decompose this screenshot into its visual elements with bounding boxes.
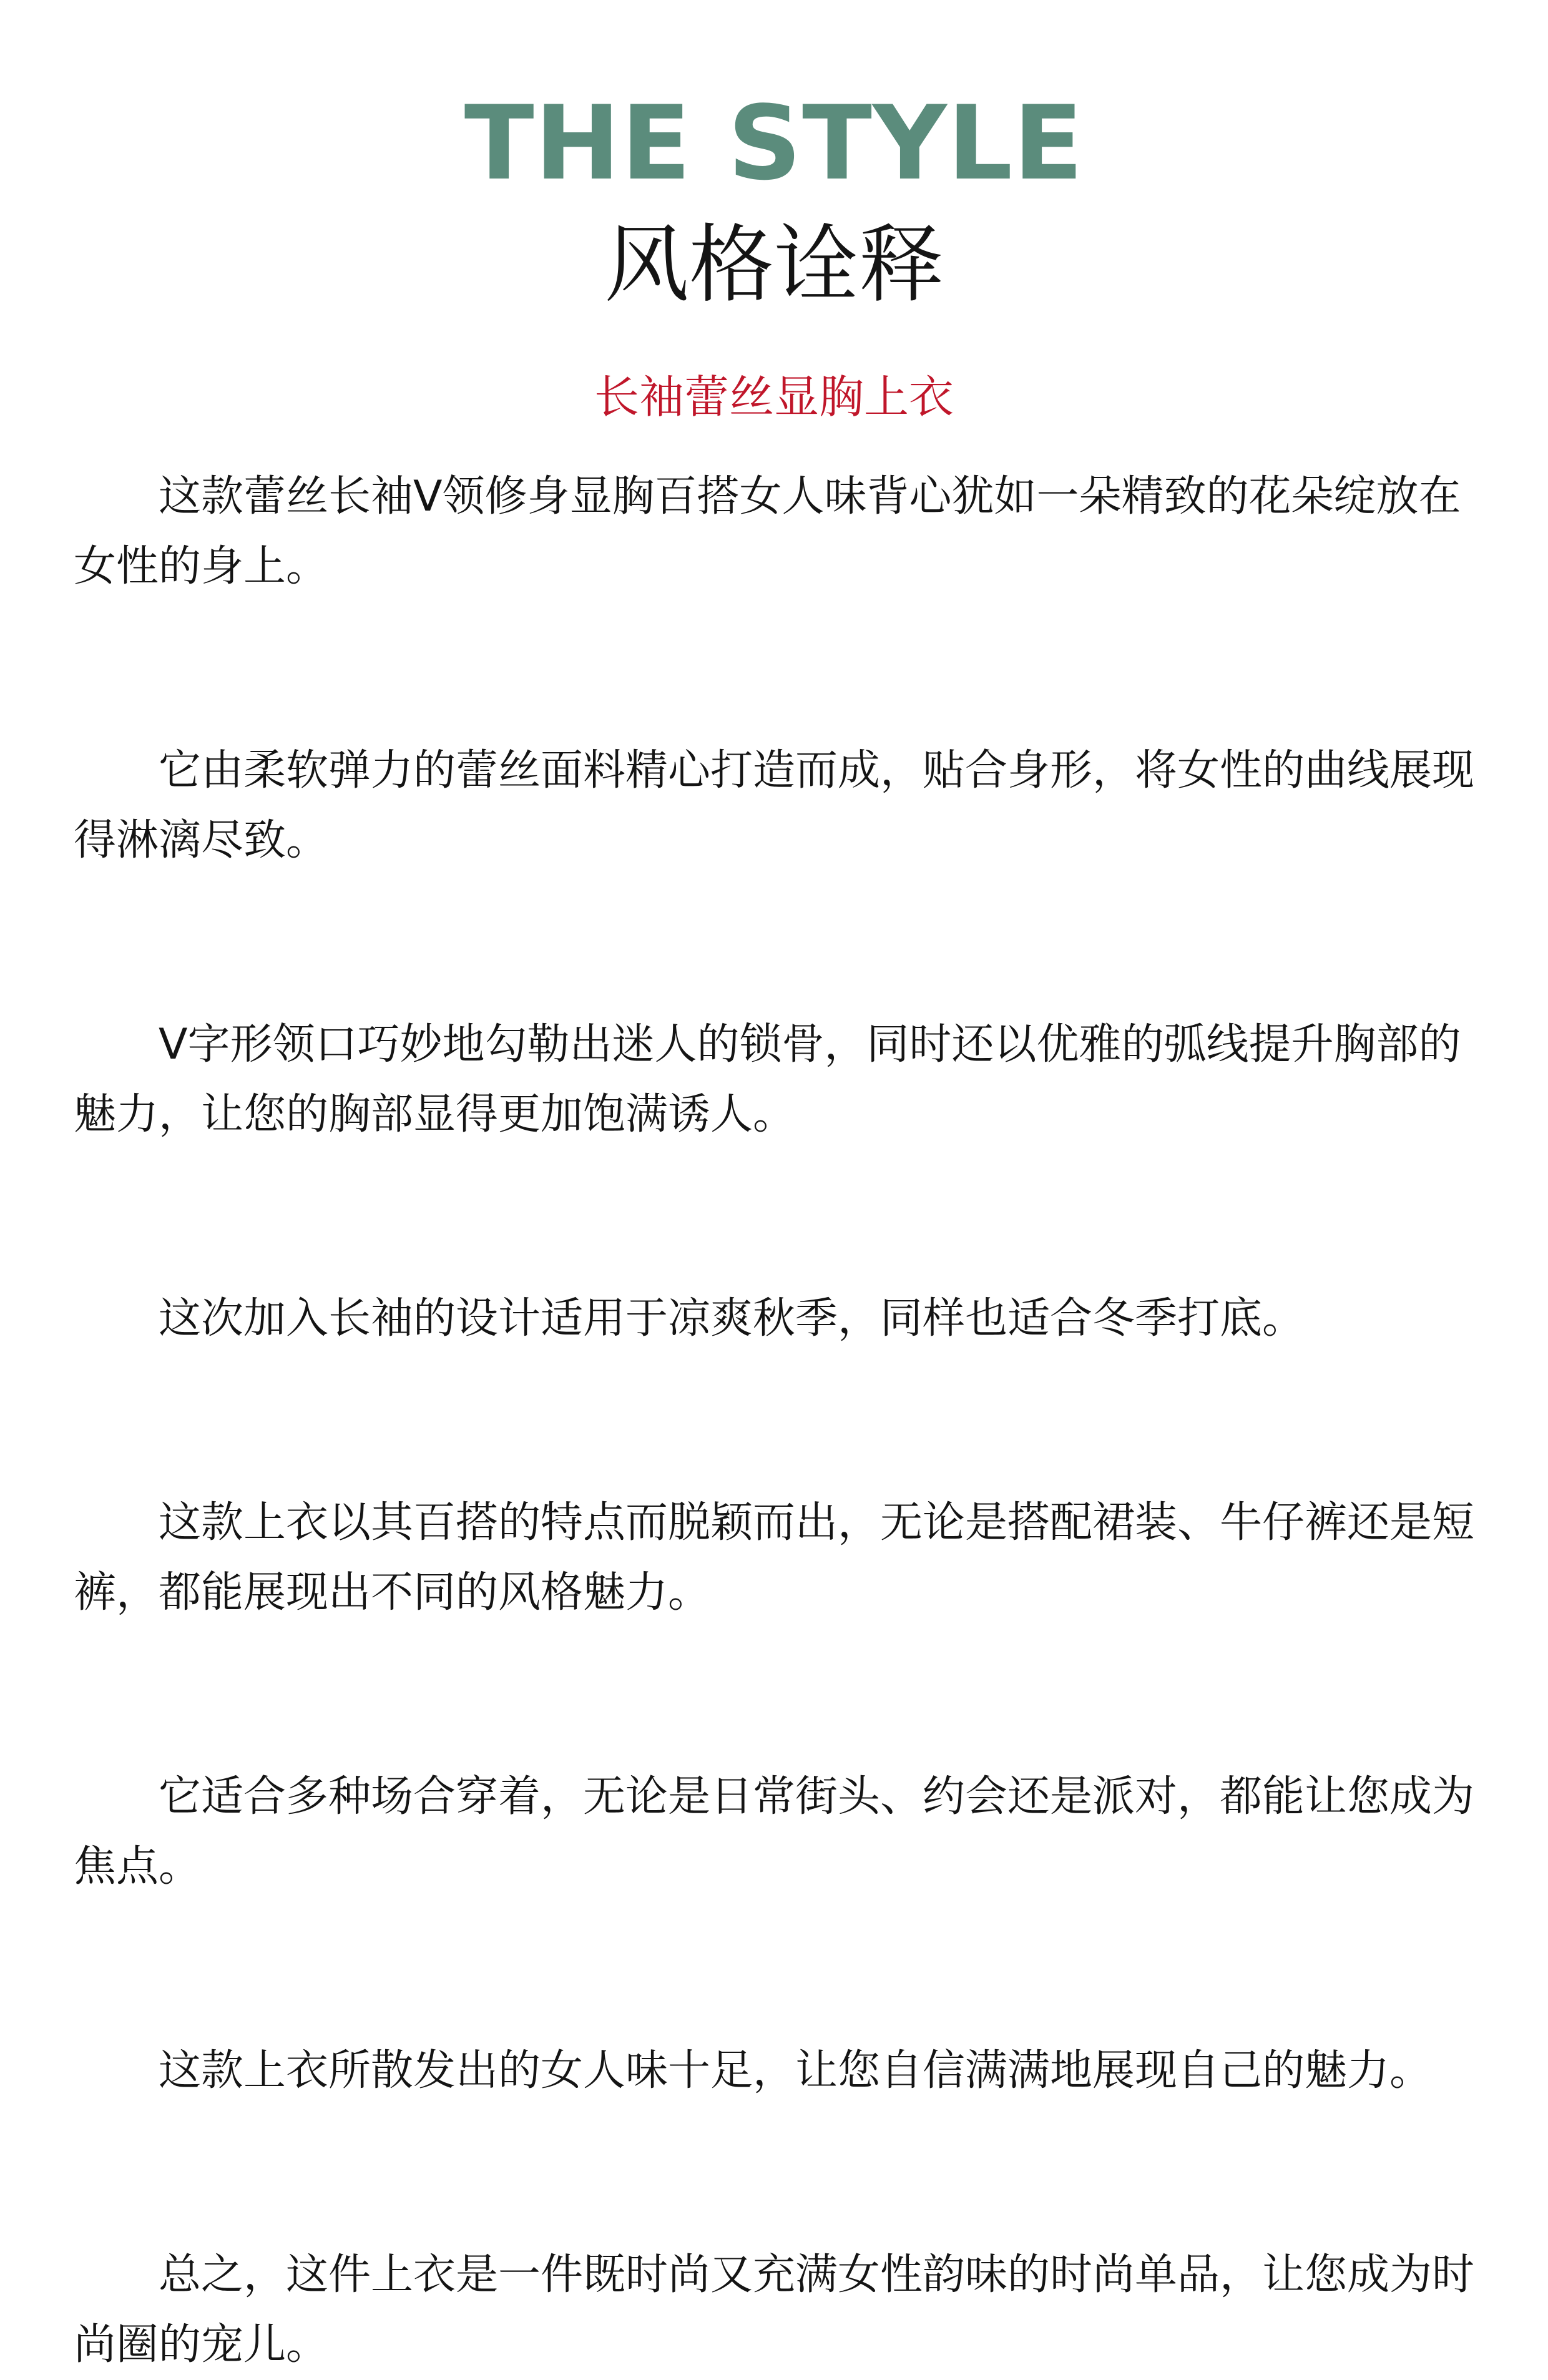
paragraph-occasions: 它适合多种场合穿着，无论是日常街头、约会还是派对，都能让您成为焦点。 [74,1772,1475,1891]
paragraph-femininity: 这款上衣所散发出的女人味十足，让您自信满满地展现自己的魅力。 [159,2046,1433,2095]
description-body [74,462,1503,2380]
paragraph-intro: 这款蕾丝长袖V领修身显胸百搭女人味背心犹如一朵精致的花朵绽放在女性的身上。 [74,472,1461,591]
paragraph-sleeves: 这次加入长袖的设计适用于凉爽秋季，同样也适合冬季打底。 [159,1294,1305,1343]
paragraph-summary: 总之，这件上衣是一件既时尚又充满女性韵味的时尚单品，让您成为时尚圈的宠儿。 [74,2250,1475,2369]
page-title-chinese: 风格诠释 [604,216,944,315]
page-title-english: THE STYLE [464,84,1084,203]
paragraph-fabric: 它由柔软弹力的蕾丝面料精心打造而成，贴合身形，将女性的曲线展现得淋漓尽致。 [74,746,1475,865]
product-subtitle: 长袖蕾丝显胸上衣 [594,371,954,423]
paragraph-versatility: 这款上衣以其百搭的特点而脱颖而出，无论是搭配裙装、牛仔裤还是短裤，都能展现出不同的风格魅力。 [74,1498,1475,1617]
paragraph-neckline: V字形领口巧妙地勾勒出迷人的锁骨，同时还以优雅的弧线提升胸部的魅力，让您的胸部显得更加饱满诱人。 [74,1020,1461,1139]
